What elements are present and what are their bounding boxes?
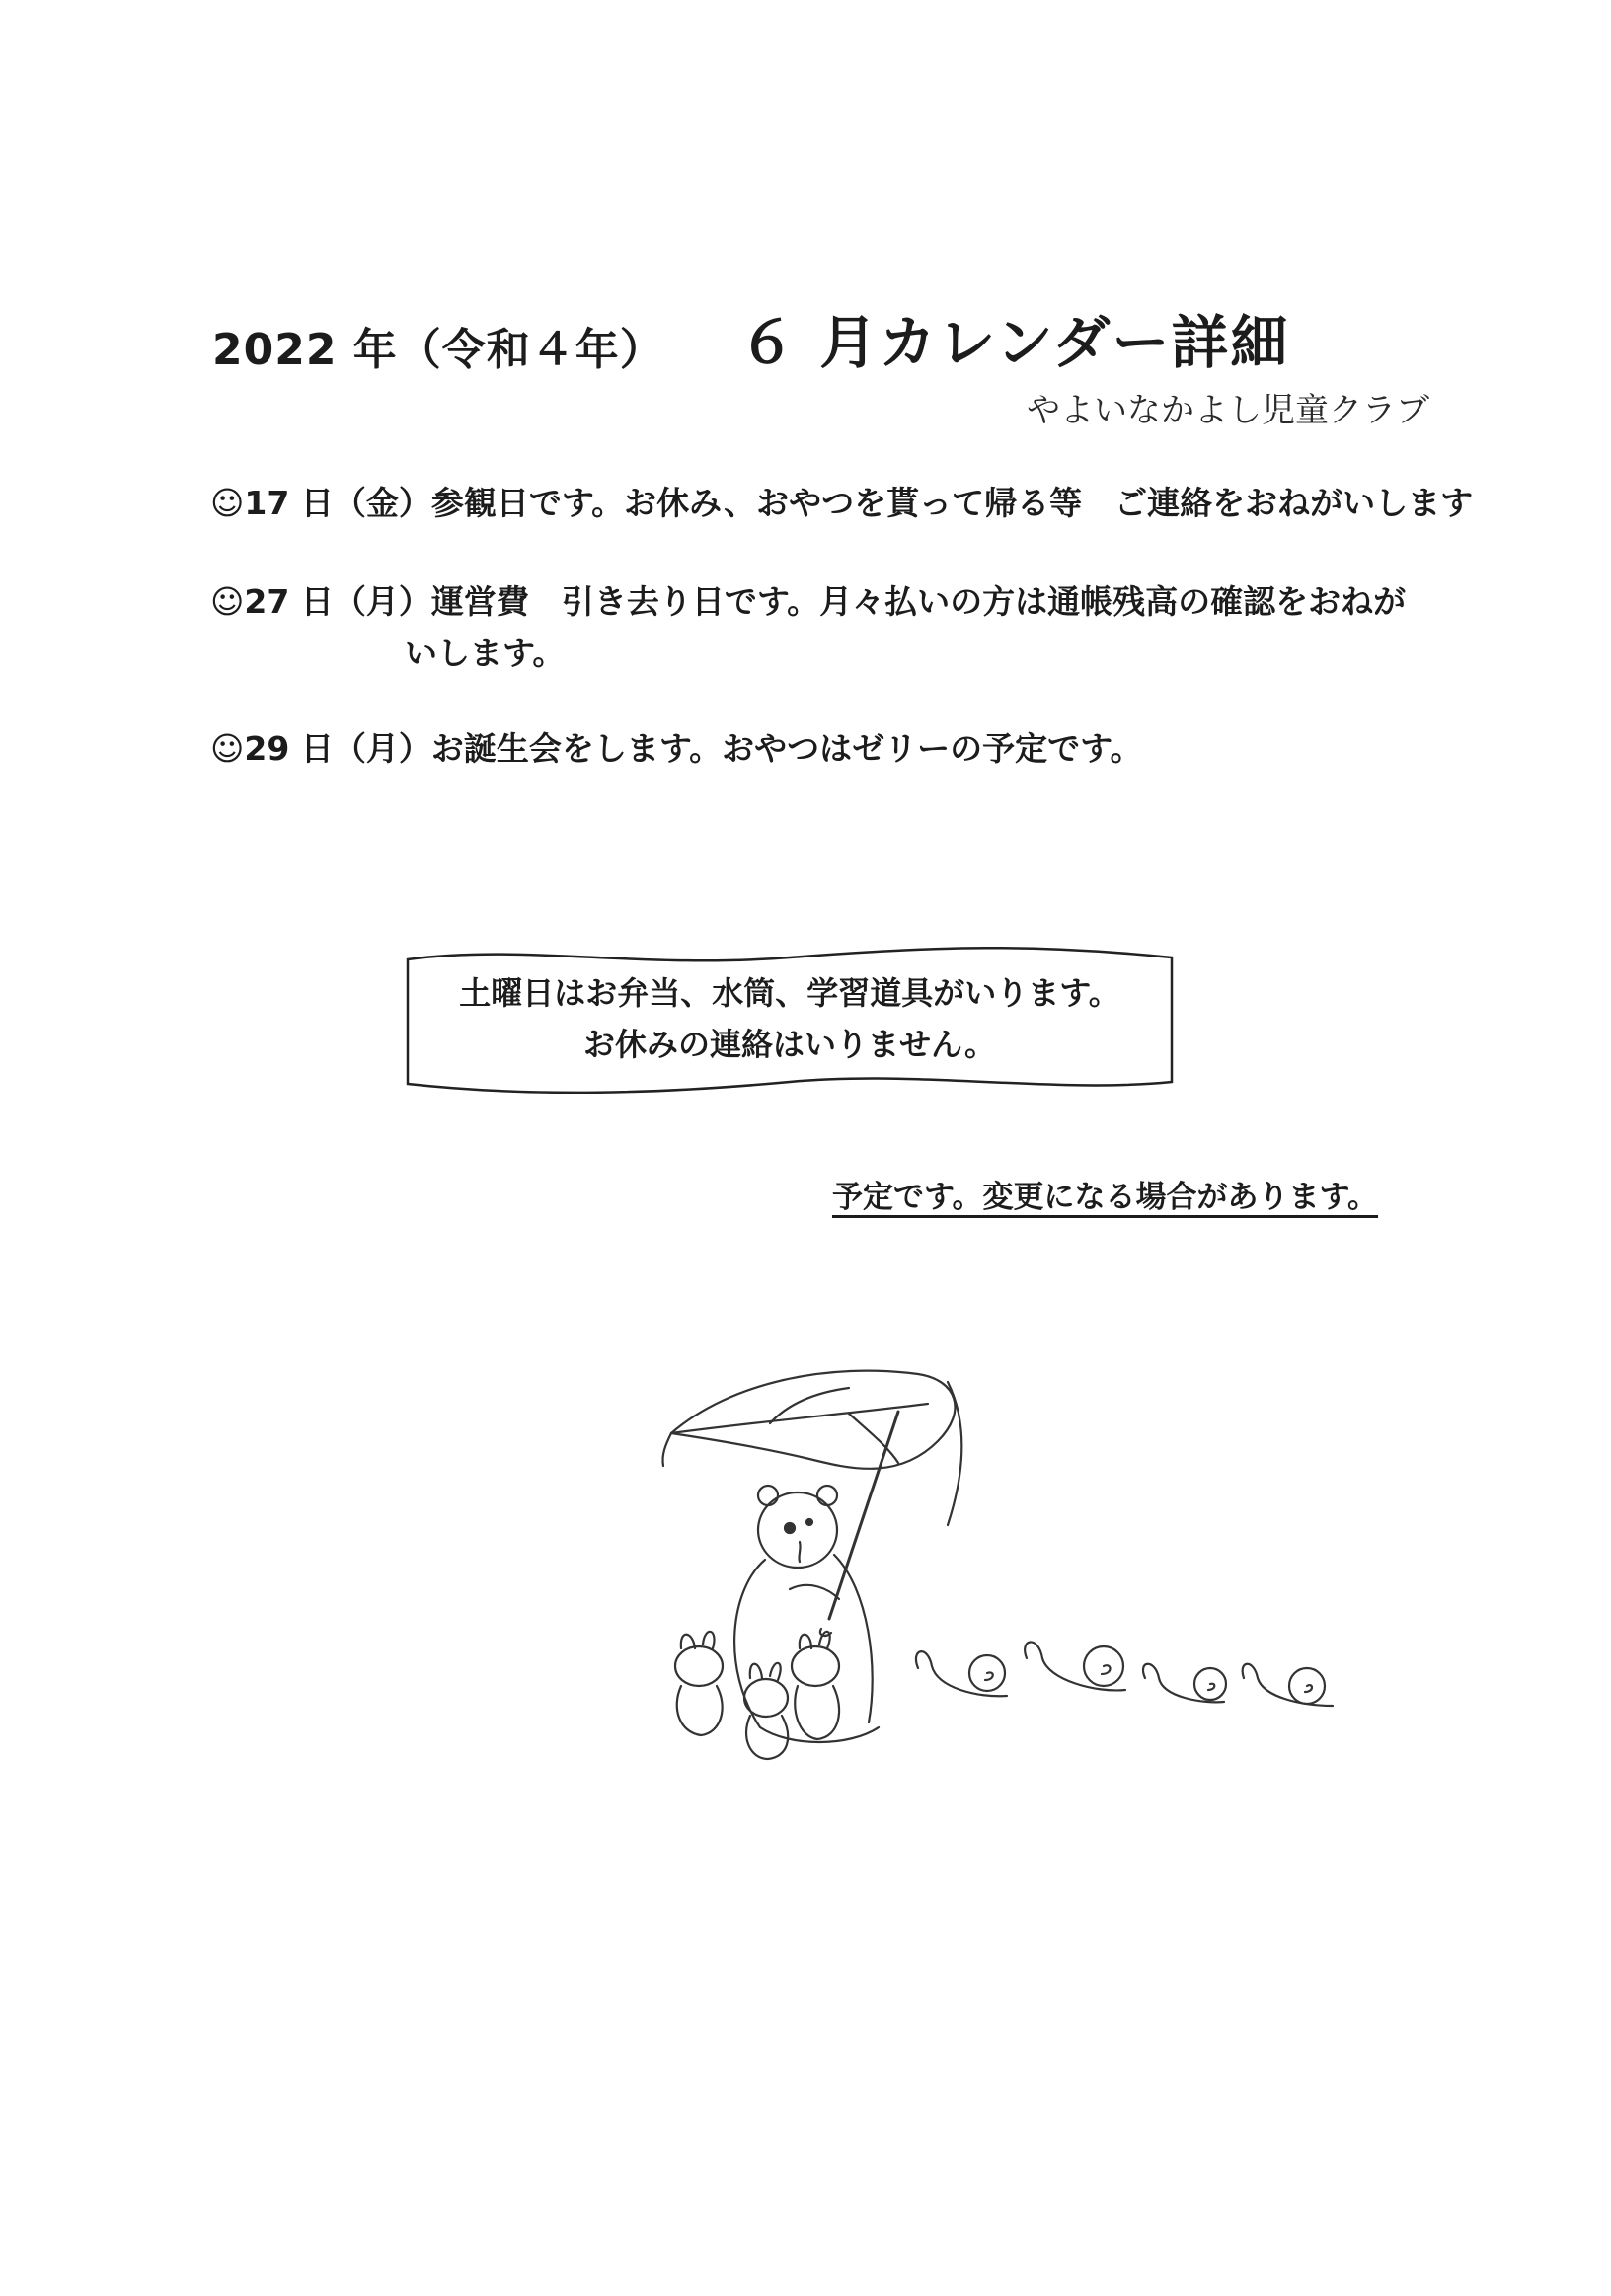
notice-item xyxy=(210,724,1395,775)
notice-line: ☺29 日（月）お誕生会をします。おやつはゼリーの予定です。 xyxy=(210,729,1143,768)
notice-line: ☺17 日（金）参観日です。お休み、おやつを貰って帰る等 ご連絡をおねがいします xyxy=(210,484,1474,522)
banner-text xyxy=(405,967,1175,1070)
title-year: 2022 年（令和４年） xyxy=(212,325,664,375)
notice-item xyxy=(210,576,1407,679)
notice-line: ☺27 日（月）運営費 引き去り日です。月々払いの方は通帳残高の確認をおねが xyxy=(210,582,1407,621)
saturday-banner xyxy=(405,946,1175,1094)
notice-item xyxy=(210,478,1474,529)
page-title: ６ 月カレンダー詳細 xyxy=(738,309,1290,376)
organization-name: やよいなかよし児童クラブ xyxy=(1027,391,1429,430)
banner-line: お休みの連絡はいりません。 xyxy=(583,1026,996,1063)
leaf-umbrella-icon xyxy=(662,1371,961,1525)
snails-icon xyxy=(916,1642,1333,1706)
bear-rabbits-snails-illustration xyxy=(652,1352,1402,1787)
disclaimer-text: 予定です。変更になる場合があります。 xyxy=(832,1180,1379,1215)
rabbits-icon xyxy=(675,1632,839,1759)
title-row xyxy=(212,296,1397,375)
banner-line: 土曜日はお弁当、水筒、学習道具がいります。 xyxy=(459,974,1120,1012)
notice-line-continued: いします。 xyxy=(405,634,566,672)
